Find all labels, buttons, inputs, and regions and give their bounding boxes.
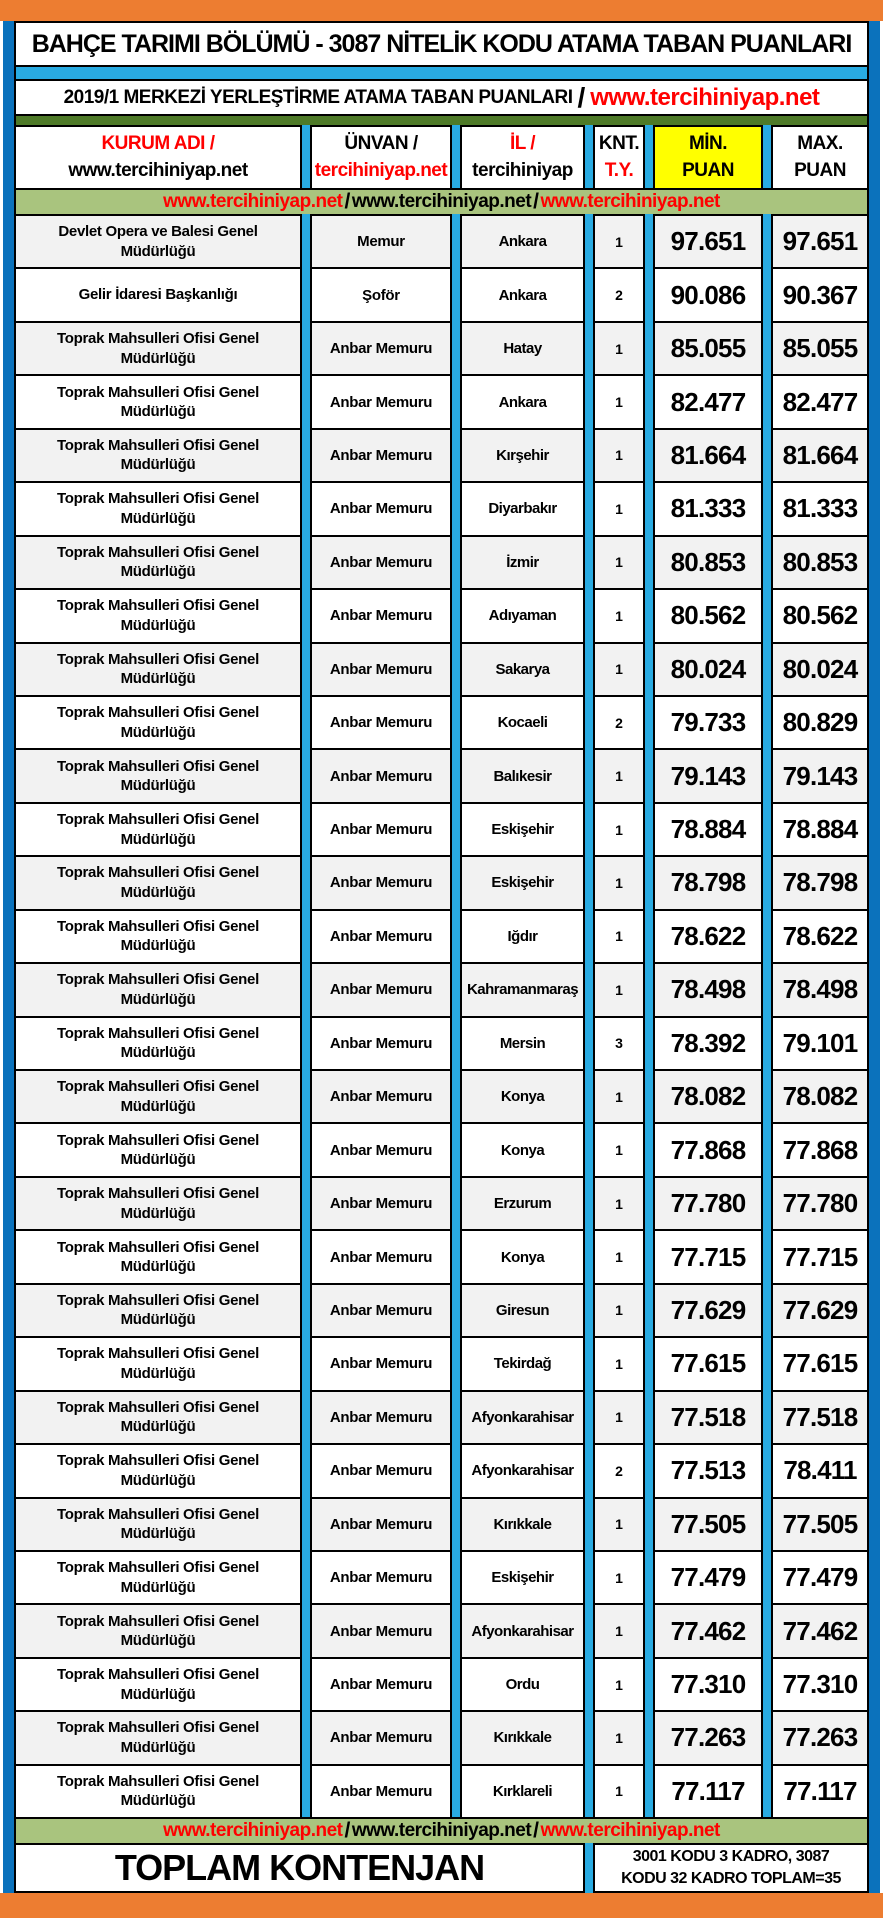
cell-unvan: Anbar Memuru: [310, 802, 452, 857]
cell-knt: 1: [593, 481, 645, 536]
cell-knt: 1: [593, 1497, 645, 1552]
cell-max-puan: 77.505: [771, 1497, 869, 1552]
cell-max-puan: 78.498: [771, 962, 869, 1017]
cell-knt: 2: [593, 1443, 645, 1498]
table-row: [14, 1283, 869, 1338]
table-row: [14, 588, 869, 643]
cell-knt: 1: [593, 321, 645, 376]
cell-unvan: Anbar Memuru: [310, 1710, 452, 1765]
cell-max-puan: 79.101: [771, 1016, 869, 1071]
cell-il: Eskişehir: [460, 1550, 585, 1605]
cell-il: Afyonkarahisar: [460, 1603, 585, 1658]
total-quota-note-line2: KODU 32 KADRO TOPLAM=35: [621, 1870, 841, 1887]
cell-unvan: Anbar Memuru: [310, 962, 452, 1017]
cell-knt: 1: [593, 1122, 645, 1177]
cell-min-puan: 85.055: [653, 321, 763, 376]
table-row: [14, 1710, 869, 1765]
cell-min-puan: 77.715: [653, 1229, 763, 1284]
cell-min-puan: 78.798: [653, 855, 763, 910]
cell-unvan: Anbar Memuru: [310, 481, 452, 536]
cell-knt: 1: [593, 1229, 645, 1284]
subtitle-separator: /: [577, 81, 586, 113]
cell-unvan: Anbar Memuru: [310, 748, 452, 803]
cell-unvan: Anbar Memuru: [310, 1603, 452, 1658]
table-row: [14, 1069, 869, 1124]
table-row: [14, 962, 869, 1017]
cell-max-puan: 77.715: [771, 1229, 869, 1284]
cell-kurum: Toprak Mahsulleri Ofisi Genel Müdürlüğü: [14, 1229, 302, 1284]
cell-kurum: Toprak Mahsulleri Ofisi Genel Müdürlüğü: [14, 642, 302, 697]
cell-min-puan: 78.392: [653, 1016, 763, 1071]
cell-kurum: Toprak Mahsulleri Ofisi Genel Müdürlüğü: [14, 588, 302, 643]
col-header-max-line2: PUAN: [794, 159, 846, 181]
left-page-border: [0, 21, 14, 1893]
right-page-border: [869, 21, 883, 1893]
cell-min-puan: 81.664: [653, 428, 763, 483]
col-header-unvan-line1: ÜNVAN /: [344, 132, 418, 154]
cell-unvan: Anbar Memuru: [310, 855, 452, 910]
url-banner-bottom-url1: www.tercihiniyap.net: [163, 1820, 343, 1841]
cell-min-puan: 97.651: [653, 214, 763, 269]
cell-max-puan: 78.884: [771, 802, 869, 857]
cell-min-puan: 81.333: [653, 481, 763, 536]
cell-max-puan: 80.562: [771, 588, 869, 643]
cell-kurum: Toprak Mahsulleri Ofisi Genel Müdürlüğü: [14, 1764, 302, 1819]
cell-unvan: Anbar Memuru: [310, 1443, 452, 1498]
table-row: [14, 802, 869, 857]
cell-il: Kırıkkale: [460, 1497, 585, 1552]
col-header-max-line1: MAX.: [797, 132, 843, 154]
cell-kurum: Toprak Mahsulleri Ofisi Genel Müdürlüğü: [14, 428, 302, 483]
cell-min-puan: 77.117: [653, 1764, 763, 1819]
cell-max-puan: 77.479: [771, 1550, 869, 1605]
cell-unvan: Anbar Memuru: [310, 1657, 452, 1712]
table-row: [14, 1336, 869, 1391]
cell-max-puan: 77.310: [771, 1657, 869, 1712]
footer-row: [14, 1843, 869, 1893]
subtitle-text: 2019/1 MERKEZİ YERLEŞTİRME ATAMA TABAN PUANLARI: [63, 86, 573, 108]
cell-knt: 1: [593, 1176, 645, 1231]
cell-unvan: Anbar Memuru: [310, 1497, 452, 1552]
bottom-orange-bar: [0, 1893, 883, 1918]
col-header-min-line1: MİN.: [688, 132, 728, 154]
cell-knt: 1: [593, 1764, 645, 1819]
url-banner-top-sep2: /: [533, 190, 539, 213]
cell-kurum: Toprak Mahsulleri Ofisi Genel Müdürlüğü: [14, 1336, 302, 1391]
cell-kurum: Toprak Mahsulleri Ofisi Genel Müdürlüğü: [14, 1176, 302, 1231]
cell-min-puan: 79.143: [653, 748, 763, 803]
cell-kurum: Toprak Mahsulleri Ofisi Genel Müdürlüğü: [14, 374, 302, 429]
cell-unvan: Anbar Memuru: [310, 1122, 452, 1177]
table-row: [14, 748, 869, 803]
cell-max-puan: 79.143: [771, 748, 869, 803]
main-area: [0, 21, 883, 1893]
cell-knt: 2: [593, 695, 645, 750]
cell-il: Kırıkkale: [460, 1710, 585, 1765]
cell-max-puan: 77.780: [771, 1176, 869, 1231]
cell-unvan: Anbar Memuru: [310, 535, 452, 590]
cell-max-puan: 78.622: [771, 909, 869, 964]
url-banner-bottom-sep2: /: [533, 1819, 539, 1842]
cell-knt: 1: [593, 1603, 645, 1658]
url-banner-top-url2: www.tercihiniyap.net: [351, 191, 532, 212]
cell-il: Diyarbakır: [460, 481, 585, 536]
cell-max-puan: 77.117: [771, 1764, 869, 1819]
cell-unvan: Anbar Memuru: [310, 321, 452, 376]
col-header-kurum: [14, 125, 302, 190]
col-header-kurum-line2: www.tercihiniyap.net: [68, 159, 248, 181]
cell-max-puan: 81.333: [771, 481, 869, 536]
cell-max-puan: 81.664: [771, 428, 869, 483]
url-banner-top-sep1: /: [344, 190, 350, 213]
table-row: [14, 535, 869, 590]
cell-unvan: Anbar Memuru: [310, 1283, 452, 1338]
cell-unvan: Anbar Memuru: [310, 1016, 452, 1071]
table-row: [14, 1229, 869, 1284]
cell-min-puan: 77.629: [653, 1283, 763, 1338]
cell-min-puan: 78.082: [653, 1069, 763, 1124]
table-row: [14, 1764, 869, 1819]
table-row: [14, 642, 869, 697]
cell-knt: 1: [593, 1550, 645, 1605]
cell-il: Eskişehir: [460, 802, 585, 857]
table-row: [14, 428, 869, 483]
cell-kurum: Toprak Mahsulleri Ofisi Genel Müdürlüğü: [14, 748, 302, 803]
cell-max-puan: 80.829: [771, 695, 869, 750]
cell-min-puan: 77.780: [653, 1176, 763, 1231]
table-body: [14, 214, 869, 1819]
cell-min-puan: 77.310: [653, 1657, 763, 1712]
cell-knt: 1: [593, 962, 645, 1017]
url-banner-bottom-sep1: /: [344, 1819, 350, 1842]
cell-knt: 1: [593, 1657, 645, 1712]
cell-min-puan: 77.479: [653, 1550, 763, 1605]
cell-kurum: Toprak Mahsulleri Ofisi Genel Müdürlüğü: [14, 802, 302, 857]
cell-min-puan: 78.498: [653, 962, 763, 1017]
cell-min-puan: 82.477: [653, 374, 763, 429]
table-row: [14, 214, 869, 269]
cell-unvan: Anbar Memuru: [310, 642, 452, 697]
cell-il: Konya: [460, 1122, 585, 1177]
cell-il: Mersin: [460, 1016, 585, 1071]
cell-il: Konya: [460, 1069, 585, 1124]
cell-unvan: Anbar Memuru: [310, 1176, 452, 1231]
col-header-knt-line1: KNT.: [598, 132, 640, 154]
table-row: [14, 909, 869, 964]
cell-il: Kocaeli: [460, 695, 585, 750]
cell-knt: 1: [593, 1390, 645, 1445]
cell-knt: 1: [593, 588, 645, 643]
cell-unvan: Anbar Memuru: [310, 1229, 452, 1284]
cell-min-puan: 77.518: [653, 1390, 763, 1445]
cell-kurum: Toprak Mahsulleri Ofisi Genel Müdürlüğü: [14, 1443, 302, 1498]
table-row: [14, 1657, 869, 1712]
cell-unvan: Memur: [310, 214, 452, 269]
cell-knt: 1: [593, 1710, 645, 1765]
cell-kurum: Toprak Mahsulleri Ofisi Genel Müdürlüğü: [14, 909, 302, 964]
cell-min-puan: 77.505: [653, 1497, 763, 1552]
url-banner-bottom-url3: www.tercihiniyap.net: [540, 1820, 720, 1841]
cell-knt: 3: [593, 1016, 645, 1071]
url-banner-top: [14, 188, 869, 216]
cell-knt: 1: [593, 428, 645, 483]
cell-il: Tekirdağ: [460, 1336, 585, 1391]
url-banner-bottom-url2: www.tercihiniyap.net: [351, 1820, 532, 1841]
cell-knt: 1: [593, 642, 645, 697]
url-banner-top-url1: www.tercihiniyap.net: [163, 191, 343, 212]
cell-kurum: Toprak Mahsulleri Ofisi Genel Müdürlüğü: [14, 1550, 302, 1605]
cell-min-puan: 77.263: [653, 1710, 763, 1765]
cell-max-puan: 82.477: [771, 374, 869, 429]
cell-max-puan: 77.868: [771, 1122, 869, 1177]
cell-il: Iğdır: [460, 909, 585, 964]
table-row: [14, 1497, 869, 1552]
cell-knt: 1: [593, 748, 645, 803]
cell-knt: 1: [593, 1069, 645, 1124]
col-header-min: [653, 125, 763, 190]
total-quota-label: TOPLAM KONTENJAN: [14, 1843, 585, 1893]
total-quota-note-line1: 3001 KODU 3 KADRO, 3087: [632, 1848, 830, 1866]
table-row: [14, 1176, 869, 1231]
table-row: [14, 374, 869, 429]
cell-il: Kahramanmaraş: [460, 962, 585, 1017]
cell-unvan: Anbar Memuru: [310, 695, 452, 750]
col-header-unvan-line2: tercihiniyap.net: [314, 159, 448, 181]
cell-kurum: Toprak Mahsulleri Ofisi Genel Müdürlüğü: [14, 695, 302, 750]
col-header-min-line2: PUAN: [682, 159, 734, 181]
cell-min-puan: 79.733: [653, 695, 763, 750]
cell-il: Adıyaman: [460, 588, 585, 643]
cell-max-puan: 77.629: [771, 1283, 869, 1338]
cell-il: Ordu: [460, 1657, 585, 1712]
table-row: [14, 695, 869, 750]
page-title-text: BAHÇE TARIMI BÖLÜMÜ - 3087 NİTELİK KODU ATAMA TABAN PUANLARI: [31, 29, 852, 58]
col-header-knt-line2: T.Y.: [604, 159, 634, 181]
cell-max-puan: 97.651: [771, 214, 869, 269]
cell-il: Balıkesir: [460, 748, 585, 803]
cell-knt: 1: [593, 909, 645, 964]
table-row: [14, 481, 869, 536]
cell-il: Afyonkarahisar: [460, 1443, 585, 1498]
cell-max-puan: 80.024: [771, 642, 869, 697]
cell-max-puan: 78.411: [771, 1443, 869, 1498]
content: [14, 21, 869, 1893]
table-row: [14, 855, 869, 910]
cell-kurum: Toprak Mahsulleri Ofisi Genel Müdürlüğü: [14, 1283, 302, 1338]
cell-il: Sakarya: [460, 642, 585, 697]
cell-kurum: Toprak Mahsulleri Ofisi Genel Müdürlüğü: [14, 1016, 302, 1071]
cell-unvan: Anbar Memuru: [310, 428, 452, 483]
table-row: [14, 1016, 869, 1071]
cell-kurum: Toprak Mahsulleri Ofisi Genel Müdürlüğü: [14, 1657, 302, 1712]
cell-knt: 2: [593, 267, 645, 322]
cell-unvan: Anbar Memuru: [310, 588, 452, 643]
cell-kurum: Toprak Mahsulleri Ofisi Genel Müdürlüğü: [14, 1497, 302, 1552]
cell-min-puan: 77.868: [653, 1122, 763, 1177]
cell-min-puan: 80.562: [653, 588, 763, 643]
subtitle-url: www.tercihiniyap.net: [590, 83, 820, 111]
total-quota-note: [593, 1843, 869, 1893]
cell-max-puan: 85.055: [771, 321, 869, 376]
table-row: [14, 1443, 869, 1498]
cell-max-puan: 77.615: [771, 1336, 869, 1391]
subtitle: [14, 79, 869, 116]
cell-max-puan: 77.518: [771, 1390, 869, 1445]
cell-kurum: Toprak Mahsulleri Ofisi Genel Müdürlüğü: [14, 1390, 302, 1445]
cell-min-puan: 80.853: [653, 535, 763, 590]
col-header-knt: [593, 125, 645, 190]
table-row: [14, 1390, 869, 1445]
cell-kurum: Gelir İdaresi Başkanlığı: [14, 267, 302, 322]
cell-il: Giresun: [460, 1283, 585, 1338]
col-header-il-line2: tercihiniyap: [472, 159, 573, 181]
cell-kurum: Toprak Mahsulleri Ofisi Genel Müdürlüğü: [14, 481, 302, 536]
cell-knt: 1: [593, 802, 645, 857]
cell-il: Afyonkarahisar: [460, 1390, 585, 1445]
cell-max-puan: 77.263: [771, 1710, 869, 1765]
cell-unvan: Anbar Memuru: [310, 1550, 452, 1605]
table-row: [14, 1122, 869, 1177]
cell-knt: 1: [593, 1336, 645, 1391]
cell-il: Ankara: [460, 214, 585, 269]
cell-min-puan: 77.615: [653, 1336, 763, 1391]
cell-unvan: Şoför: [310, 267, 452, 322]
cell-unvan: Anbar Memuru: [310, 374, 452, 429]
cell-knt: 1: [593, 855, 645, 910]
cell-kurum: Toprak Mahsulleri Ofisi Genel Müdürlüğü: [14, 1122, 302, 1177]
cell-max-puan: 80.853: [771, 535, 869, 590]
cell-il: Eskişehir: [460, 855, 585, 910]
table-row: [14, 321, 869, 376]
cell-unvan: Anbar Memuru: [310, 1390, 452, 1445]
cell-kurum: Toprak Mahsulleri Ofisi Genel Müdürlüğü: [14, 535, 302, 590]
url-banner-top-url3: www.tercihiniyap.net: [540, 191, 720, 212]
cell-min-puan: 78.884: [653, 802, 763, 857]
cell-kurum: Toprak Mahsulleri Ofisi Genel Müdürlüğü: [14, 1603, 302, 1658]
col-header-unvan: [310, 125, 452, 190]
cell-max-puan: 78.798: [771, 855, 869, 910]
col-header-il: [460, 125, 585, 190]
cell-il: Ankara: [460, 267, 585, 322]
column-header-row: [14, 125, 869, 190]
cell-knt: 1: [593, 214, 645, 269]
cell-unvan: Anbar Memuru: [310, 1764, 452, 1819]
cell-il: Kırklareli: [460, 1764, 585, 1819]
url-banner-bottom: [14, 1817, 869, 1845]
col-header-il-line1: İL /: [509, 132, 536, 154]
cell-kurum: Devlet Opera ve Balesi Genel Müdürlüğü: [14, 214, 302, 269]
cell-il: Hatay: [460, 321, 585, 376]
table-row: [14, 267, 869, 322]
cell-unvan: Anbar Memuru: [310, 909, 452, 964]
cell-il: Kırşehir: [460, 428, 585, 483]
cell-min-puan: 77.513: [653, 1443, 763, 1498]
cell-unvan: Anbar Memuru: [310, 1336, 452, 1391]
cell-unvan: Anbar Memuru: [310, 1069, 452, 1124]
cell-min-puan: 80.024: [653, 642, 763, 697]
table-row: [14, 1603, 869, 1658]
cell-kurum: Toprak Mahsulleri Ofisi Genel Müdürlüğü: [14, 962, 302, 1017]
cell-il: Erzurum: [460, 1176, 585, 1231]
cell-kurum: Toprak Mahsulleri Ofisi Genel Müdürlüğü: [14, 321, 302, 376]
table-row: [14, 1550, 869, 1605]
col-header-kurum-line1: KURUM ADI /: [101, 132, 215, 154]
cell-min-puan: 90.086: [653, 267, 763, 322]
top-orange-bar: [0, 0, 883, 21]
cell-kurum: Toprak Mahsulleri Ofisi Genel Müdürlüğü: [14, 1710, 302, 1765]
cell-max-puan: 77.462: [771, 1603, 869, 1658]
cell-kurum: Toprak Mahsulleri Ofisi Genel Müdürlüğü: [14, 855, 302, 910]
cell-max-puan: 78.082: [771, 1069, 869, 1124]
cell-knt: 1: [593, 535, 645, 590]
cell-min-puan: 78.622: [653, 909, 763, 964]
cell-il: Konya: [460, 1229, 585, 1284]
cell-min-puan: 77.462: [653, 1603, 763, 1658]
cell-kurum: Toprak Mahsulleri Ofisi Genel Müdürlüğü: [14, 1069, 302, 1124]
cell-il: Ankara: [460, 374, 585, 429]
cell-max-puan: 90.367: [771, 267, 869, 322]
cell-knt: 1: [593, 1283, 645, 1338]
cell-il: İzmir: [460, 535, 585, 590]
col-header-max: [771, 125, 869, 190]
page-title: [14, 21, 869, 67]
cell-knt: 1: [593, 374, 645, 429]
